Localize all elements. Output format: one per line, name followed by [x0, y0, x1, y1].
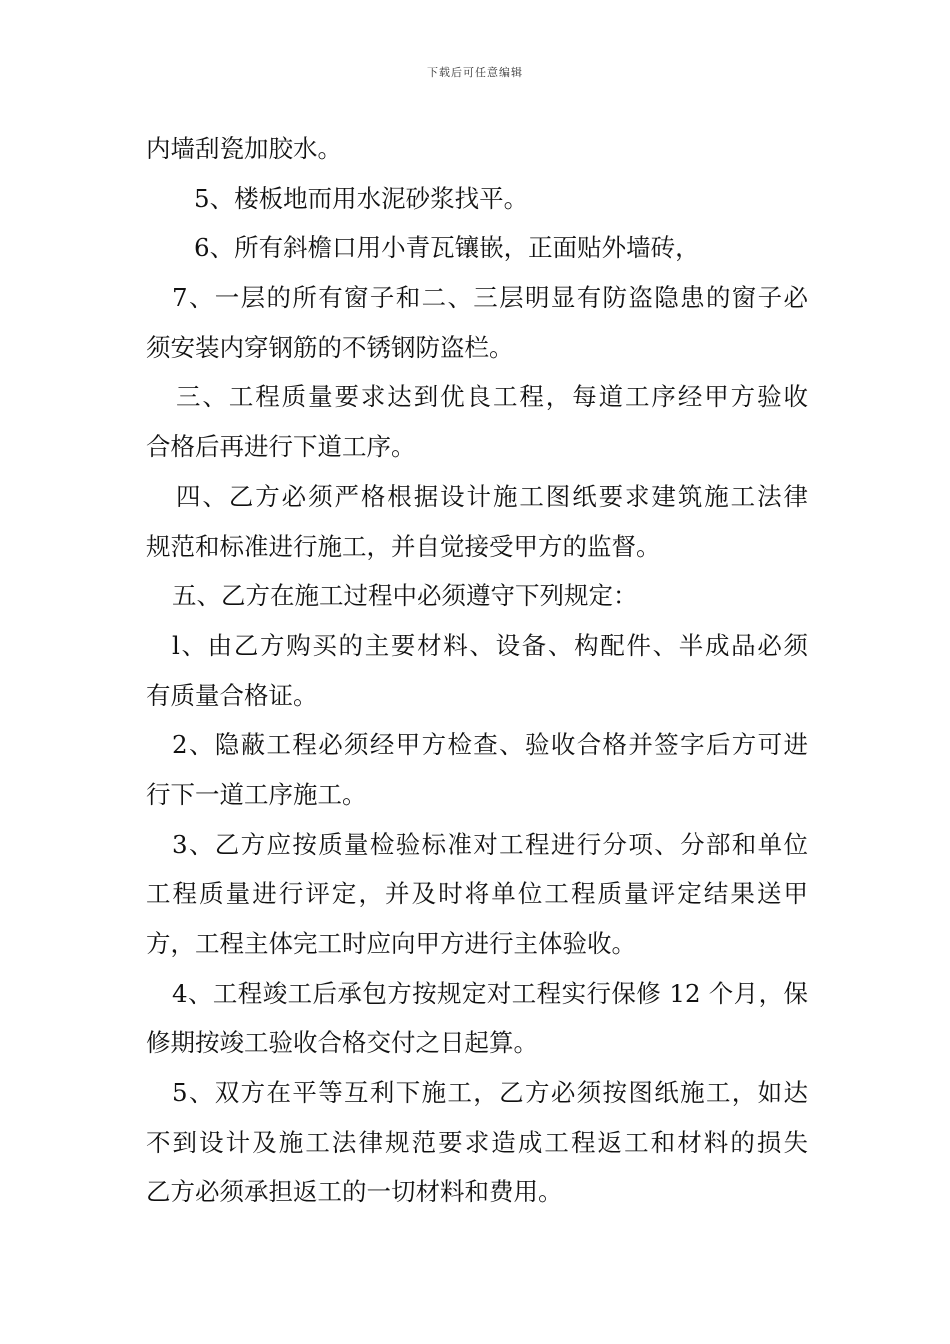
text-line: 内墙刮瓷加胶水。 [146, 134, 342, 163]
text-line: 五、乙方在施工过程中必须遵守下列规定： [172, 581, 638, 611]
text-line: 乙方必须承担返工的一切材料和费用。 [146, 1177, 563, 1207]
text-line: 7、一层的所有窗子和二、三层明显有防盗隐患的窗子必 [172, 283, 808, 313]
text-line: 方，工程主体完工时应向甲方进行主体验收。 [146, 929, 636, 958]
text-line: 2、隐蔽工程必须经甲方检查、验收合格并签字后方可进 [172, 730, 808, 760]
text-line: 四、乙方必须严格根据设计施工图纸要求建筑施工法律 [176, 481, 808, 511]
text-line: 有质量合格证。 [146, 680, 318, 710]
text-line: 规范和标准进行施工，并自觉接受甲方的监督。 [146, 531, 661, 561]
text-line: 5、双方在平等互利下施工，乙方必须按图纸施工，如达 [172, 1078, 808, 1108]
text-line: 5、楼板地而用水泥砂浆找平。 [194, 183, 529, 213]
text-line: 行下一道工序施工。 [146, 779, 367, 809]
text-line: 修期按竣工验收合格交付之日起算。 [146, 1028, 538, 1058]
document-body [146, 124, 808, 1217]
text-line: 工程质量进行评定，并及时将单位工程质量评定结果送甲 [146, 879, 808, 909]
text-line: l、由乙方购买的主要材料、设备、构配件、半成品必须 [172, 630, 808, 660]
page-header: 下载后可任意编辑 [427, 66, 523, 79]
text-line: 3、乙方应按质量检验标准对工程进行分项、分部和单位 [172, 829, 808, 859]
text-line: 三、工程质量要求达到优良工程，每道工序经甲方验收 [176, 382, 808, 412]
text-line: 须安装内穿钢筋的不锈钢防盗栏。 [146, 332, 514, 362]
text-line: 4、工程竣工后承包方按规定对工程实行保修 12 个月，保 [172, 978, 808, 1008]
text-line: 不到设计及施工法律规范要求造成工程返工和材料的损失 [146, 1127, 808, 1157]
text-line: 6、所有斜檐口用小青瓦镶嵌，正面贴外墙砖， [194, 233, 700, 263]
text-line: 合格后再进行下道工序。 [146, 432, 416, 462]
